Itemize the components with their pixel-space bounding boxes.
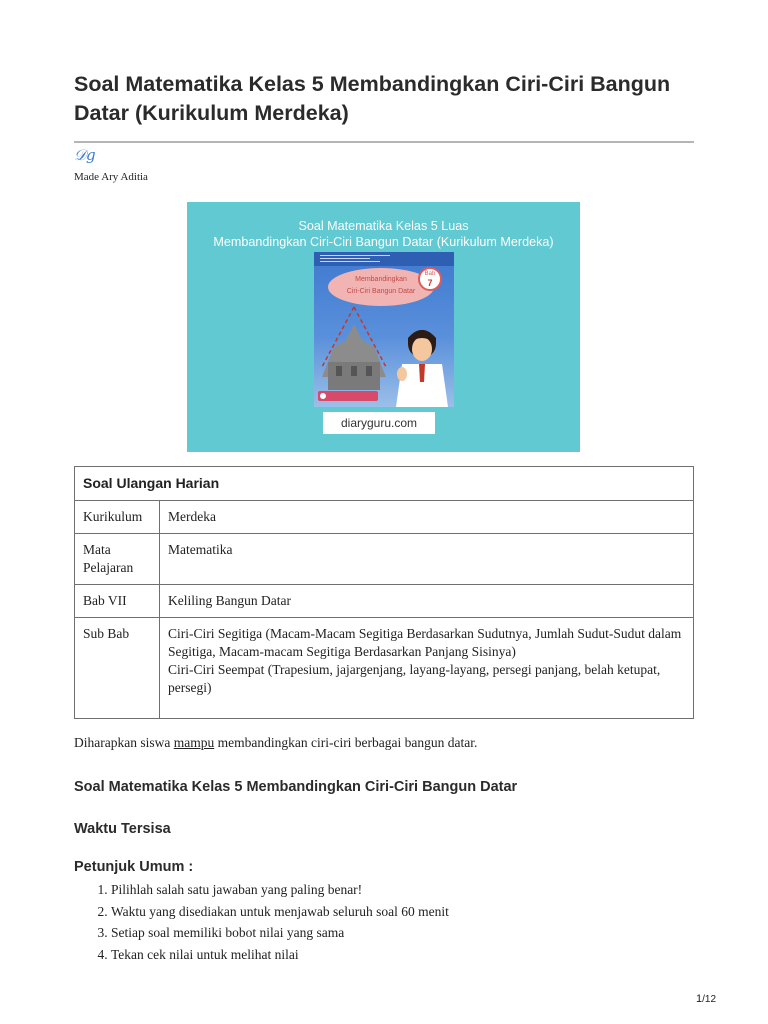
banner-title [187, 218, 580, 250]
cover-title-line-1: Membandingkan [355, 276, 407, 283]
instructions-heading: Petunjuk Umum : [74, 859, 194, 875]
table-cell-label: Mata Pelajaran [75, 534, 160, 585]
table-row [75, 618, 694, 719]
page-title: Soal Matematika Kelas 5 Membandingkan Ciri-Ciri Bangun Datar (Kurikulum Merdeka) [74, 72, 671, 125]
page-number [696, 993, 716, 1005]
table-row [75, 534, 694, 585]
table-cell-label: Bab VII [75, 585, 160, 618]
section-title: Soal Matematika Kelas 5 Membandingkan Ciri-Ciri Bangun Datar [74, 779, 518, 795]
cover-illustration [314, 252, 454, 407]
banner-site-label: diaryguru.com [323, 412, 435, 434]
sub-bab-line-2: Ciri-Ciri Seempat (Trapesium, jajargenjang, layang-layang, persegi panjang, belah ketupat, persegi) [168, 662, 661, 695]
table-cell-label: Kurikulum [75, 501, 160, 534]
intro-underlined-word: mampu [173, 735, 215, 750]
instructions-list [74, 879, 449, 965]
page-current: 1 [696, 993, 703, 1005]
table-cell-value: Keliling Bangun Datar [160, 585, 694, 618]
info-table [74, 466, 694, 719]
title-divider [74, 141, 694, 143]
page-total: /12 [702, 994, 717, 1005]
cover-bottom-label [318, 391, 378, 401]
sub-bab-line-1: Ciri-Ciri Segitiga (Macam-Macam Segitiga Berdasarkan Sudutnya, Jumlah Sudut-Sudut dalam Segitiga, Macam-macam Segitiga Berdasarkan Panjang Sisinya) [168, 626, 682, 659]
table-cell-label: Sub Bab [75, 618, 160, 719]
table-cell-value: Matematika [160, 534, 694, 585]
author-name: Made Ary Aditia [74, 171, 148, 183]
article-banner-image [187, 202, 580, 452]
banner-title-line-2: Membandingkan Ciri-Ciri Bangun Datar (Kurikulum Merdeka) [213, 235, 554, 249]
table-cell-value [160, 618, 694, 719]
timer-heading: Waktu Tersisa [74, 821, 171, 837]
table-row [75, 585, 694, 618]
cover-bab-label: Bab [424, 271, 436, 277]
table-row [75, 501, 694, 534]
site-logo-icon: 𝒟g [74, 146, 96, 164]
banner-title-line-1: Soal Matematika Kelas 5 Luas [298, 219, 469, 233]
list-item: 4. Tekan cek nilai untuk melihat nilai [111, 944, 449, 966]
info-table-heading: Soal Ulangan Harian [75, 467, 694, 501]
list-item: 3. Setiap soal memiliki bobot nilai yang sama [111, 922, 449, 944]
table-cell-value: Merdeka [160, 501, 694, 534]
list-item: 1. Pilihlah salah satu jawaban yang paling benar! [111, 879, 449, 901]
cover-title-line-2: Ciri-Ciri Bangun Datar [346, 288, 416, 295]
cover-bab-number: 7 [427, 278, 433, 288]
intro-text-after: membandingkan ciri-ciri berbagai bangun datar. [214, 735, 478, 750]
list-item: 2. Waktu yang disediakan untuk menjawab seluruh soal 60 menit [111, 901, 449, 923]
intro-paragraph [74, 735, 477, 751]
intro-text-before: Diharapkan siswa [74, 735, 174, 750]
book-cover [314, 252, 454, 407]
